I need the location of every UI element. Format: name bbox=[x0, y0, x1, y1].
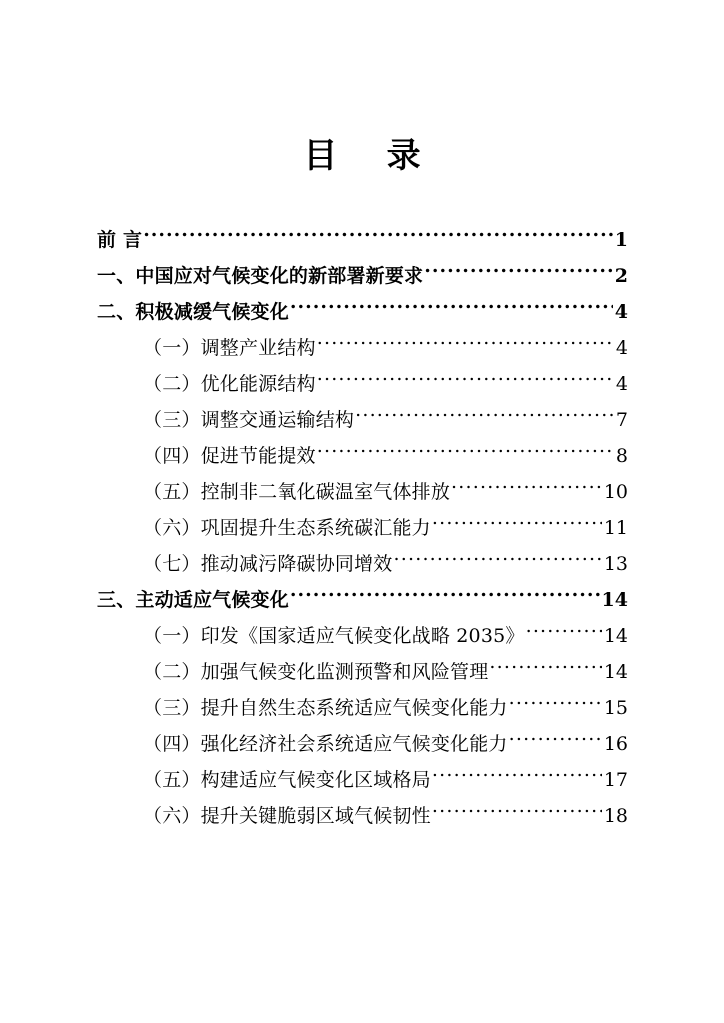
toc-dot-leader bbox=[432, 515, 602, 534]
toc-entry[interactable] bbox=[97, 438, 628, 474]
toc-entry[interactable] bbox=[97, 294, 628, 330]
toc-entry-page-number: 13 bbox=[603, 553, 628, 575]
toc-entry[interactable] bbox=[97, 726, 628, 762]
toc-entry-label: （六）巩固提升生态系统碳汇能力 bbox=[143, 517, 431, 539]
toc-dot-leader bbox=[489, 659, 601, 678]
toc-dot-leader bbox=[509, 731, 602, 750]
toc-entry[interactable] bbox=[97, 366, 628, 402]
toc-entry-page-number: 10 bbox=[603, 481, 628, 503]
toc-entry[interactable] bbox=[97, 546, 628, 582]
toc-entry[interactable] bbox=[97, 330, 628, 366]
toc-entry[interactable] bbox=[97, 654, 628, 690]
toc-entry-page-number: 18 bbox=[603, 805, 628, 827]
toc-entry-label: （四）促进节能提效 bbox=[143, 445, 316, 467]
toc-entry-label: （一）印发《国家适应气候变化战略 2035》 bbox=[143, 625, 525, 647]
toc-dot-leader bbox=[290, 587, 600, 606]
toc-entry-page-number: 14 bbox=[601, 589, 628, 611]
toc-entry-page-number: 4 bbox=[614, 301, 628, 323]
toc-entry-page-number: 8 bbox=[615, 445, 628, 467]
toc-entry[interactable] bbox=[97, 618, 628, 654]
toc-dot-leader bbox=[355, 407, 613, 426]
toc-dot-leader bbox=[432, 767, 602, 786]
table-of-contents bbox=[97, 222, 628, 834]
toc-entry-page-number: 2 bbox=[614, 265, 628, 287]
toc-dot-leader bbox=[451, 479, 602, 498]
toc-entry[interactable] bbox=[97, 474, 628, 510]
toc-entry-page-number: 16 bbox=[603, 733, 628, 755]
toc-entry-label: （五）构建适应气候变化区域格局 bbox=[143, 769, 431, 791]
toc-dot-leader bbox=[393, 551, 601, 570]
toc-entry[interactable] bbox=[97, 222, 628, 258]
toc-dot-leader bbox=[424, 263, 613, 282]
toc-entry-page-number: 4 bbox=[615, 337, 628, 359]
toc-entry[interactable] bbox=[97, 582, 628, 618]
toc-entry-page-number: 1 bbox=[614, 229, 628, 251]
toc-dot-leader bbox=[143, 227, 613, 246]
toc-entry-page-number: 17 bbox=[603, 769, 628, 791]
toc-entry[interactable] bbox=[97, 798, 628, 834]
toc-entry-label: （五）控制非二氧化碳温室气体排放 bbox=[143, 481, 451, 503]
toc-entry-label: （二）加强气候变化监测预警和风险管理 bbox=[143, 661, 489, 683]
toc-entry[interactable] bbox=[97, 690, 628, 726]
toc-entry-label: （七）推动减污降碳协同增效 bbox=[143, 553, 393, 575]
toc-entry-label: 一、中国应对气候变化的新部署新要求 bbox=[97, 265, 424, 287]
toc-entry[interactable] bbox=[97, 402, 628, 438]
toc-entry-page-number: 4 bbox=[615, 373, 628, 395]
toc-dot-leader bbox=[290, 299, 613, 318]
toc-entry-label: 三、主动适应气候变化 bbox=[97, 589, 289, 611]
toc-entry-page-number: 15 bbox=[603, 697, 628, 719]
toc-dot-leader bbox=[526, 623, 602, 642]
toc-entry-label: （六）提升关键脆弱区域气候韧性 bbox=[143, 805, 431, 827]
toc-entry-label: （三）调整交通运输结构 bbox=[143, 409, 355, 431]
toc-entry-label: （四）强化经济社会系统适应气候变化能力 bbox=[143, 733, 508, 755]
page-title: 目 录 bbox=[303, 136, 440, 176]
toc-dot-leader bbox=[432, 803, 602, 822]
toc-dot-leader bbox=[317, 371, 613, 390]
toc-entry-label: （二）优化能源结构 bbox=[143, 373, 316, 395]
toc-entry-label: （三）提升自然生态系统适应气候变化能力 bbox=[143, 697, 508, 719]
toc-entry-page-number: 14 bbox=[603, 661, 628, 683]
toc-entry[interactable] bbox=[97, 762, 628, 798]
toc-dot-leader bbox=[509, 695, 602, 714]
toc-entry[interactable] bbox=[97, 258, 628, 294]
toc-entry-label: 前 言 bbox=[97, 229, 143, 251]
toc-entry-label: （一）调整产业结构 bbox=[143, 337, 316, 359]
toc-entry-label: 二、积极减缓气候变化 bbox=[97, 301, 289, 323]
toc-entry[interactable] bbox=[97, 510, 628, 546]
toc-entry-page-number: 14 bbox=[603, 625, 628, 647]
toc-dot-leader bbox=[317, 335, 613, 354]
toc-dot-leader bbox=[317, 443, 613, 462]
toc-entry-page-number: 7 bbox=[615, 409, 628, 431]
toc-entry-page-number: 11 bbox=[603, 517, 628, 539]
